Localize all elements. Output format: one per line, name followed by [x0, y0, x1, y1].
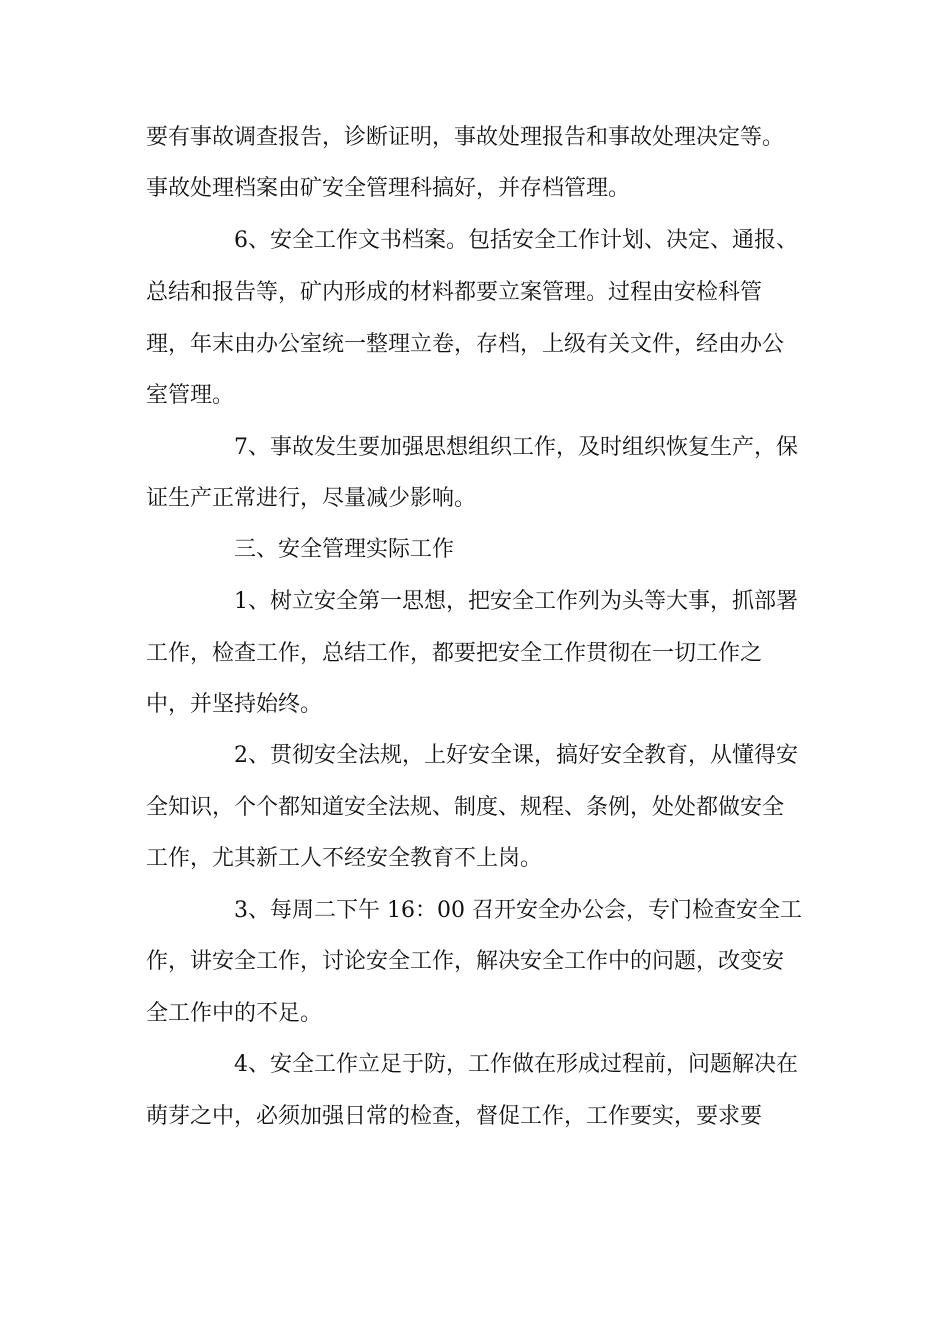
text-line-18: 全工作中的不足。 [146, 1001, 323, 1026]
section-heading: 三、安全管理实际工作 [234, 537, 455, 562]
text-line-2: 事故处理档案由矿安全管理科搞好，并存档管理。 [146, 176, 631, 201]
text-line-12: 中，并坚持始终。 [146, 692, 323, 717]
text-line-4: 总结和报告等，矿内形成的材料都要立案管理。过程由安检科管 [146, 280, 763, 305]
text-line-20: 萌芽之中，必须加强日常的检查，督促工作，工作要实，要求要 [146, 1104, 763, 1129]
text-line-10: 1、树立安全第一思想，把安全工作列为头等大事，抓部署 [234, 589, 798, 614]
text-line-5: 理，年末由办公室统一整理立卷，存档，上级有关文件，经由办公 [146, 332, 785, 357]
text-line-19: 4、安全工作立足于防，工作做在形成过程前，问题解决在 [234, 1052, 798, 1077]
text-line-6: 室管理。 [146, 383, 235, 408]
text-line-8: 证生产正常进行，尽量减少影响。 [146, 486, 477, 511]
text-line-16: 3、每周二下午 16：00 召开安全办公会，专门检查安全工 [234, 898, 802, 923]
text-line-14: 全知识，个个都知道安全法规、制度、规程、条例，处处都做安全 [146, 795, 785, 820]
text-line-7: 7、事故发生要加强思想组织工作，及时组织恢复生产，保 [234, 435, 798, 460]
text-line-17: 作，讲安全工作，讨论安全工作，解决安全工作中的问题，改变安 [146, 949, 785, 974]
text-line-3: 6、安全工作文书档案。包括安全工作计划、决定、通报、 [234, 228, 798, 253]
text-line-13: 2、贯彻安全法规，上好安全课，搞好安全教育，从懂得安 [234, 743, 798, 768]
text-line-1: 要有事故调查报告，诊断证明，事故处理报告和事故处理决定等。 [146, 125, 785, 150]
text-line-11: 工作，检查工作，总结工作，都要把安全工作贯彻在一切工作之 [146, 641, 763, 666]
text-line-15: 工作，尤其新工人不经安全教育不上岗。 [146, 846, 543, 871]
